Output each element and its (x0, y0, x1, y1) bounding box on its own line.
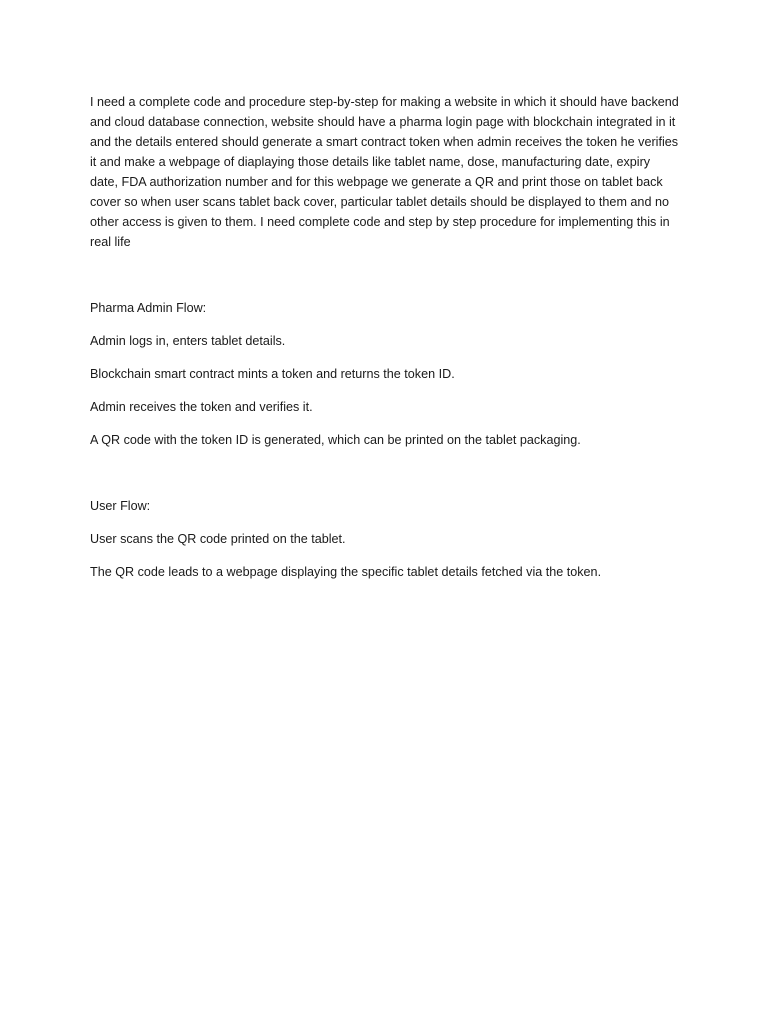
admin-flow-step-3: Admin receives the token and verifies it. (90, 400, 313, 414)
intro-paragraph: I need a complete code and procedure step-by-step for making a website in which it should have backend and cloud database connection, website should have a pharma login page with blockchain integrated in it and the details entered should generate a smart contract token when admin receives the token he verifies it and make a webpage of diaplaying those details like tablet name, dose, manufacturing date, expiry date, FDA authorization number and for this webpage we generate a QR and print those on tablet back cover so when user scans tablet back cover, particular tablet details should be displayed to them and no other access is given to them. I need complete code and step by step procedure for implementing this in real life (90, 95, 679, 249)
document-body (90, 92, 680, 595)
section-spacer (90, 463, 680, 496)
admin-flow-step-4: A QR code with the token ID is generated, which can be printed on the tablet packaging. (90, 433, 581, 447)
admin-flow-heading: Pharma Admin Flow: (90, 301, 207, 315)
admin-flow-step-1: Admin logs in, enters tablet details. (90, 334, 286, 348)
user-flow-step-2: The QR code leads to a webpage displaying the specific tablet details fetched via the token. (90, 565, 602, 579)
user-flow-step-1: User scans the QR code printed on the tablet. (90, 532, 346, 546)
user-flow-heading: User Flow: (90, 499, 151, 513)
admin-flow-step-2: Blockchain smart contract mints a token and returns the token ID. (90, 367, 455, 381)
